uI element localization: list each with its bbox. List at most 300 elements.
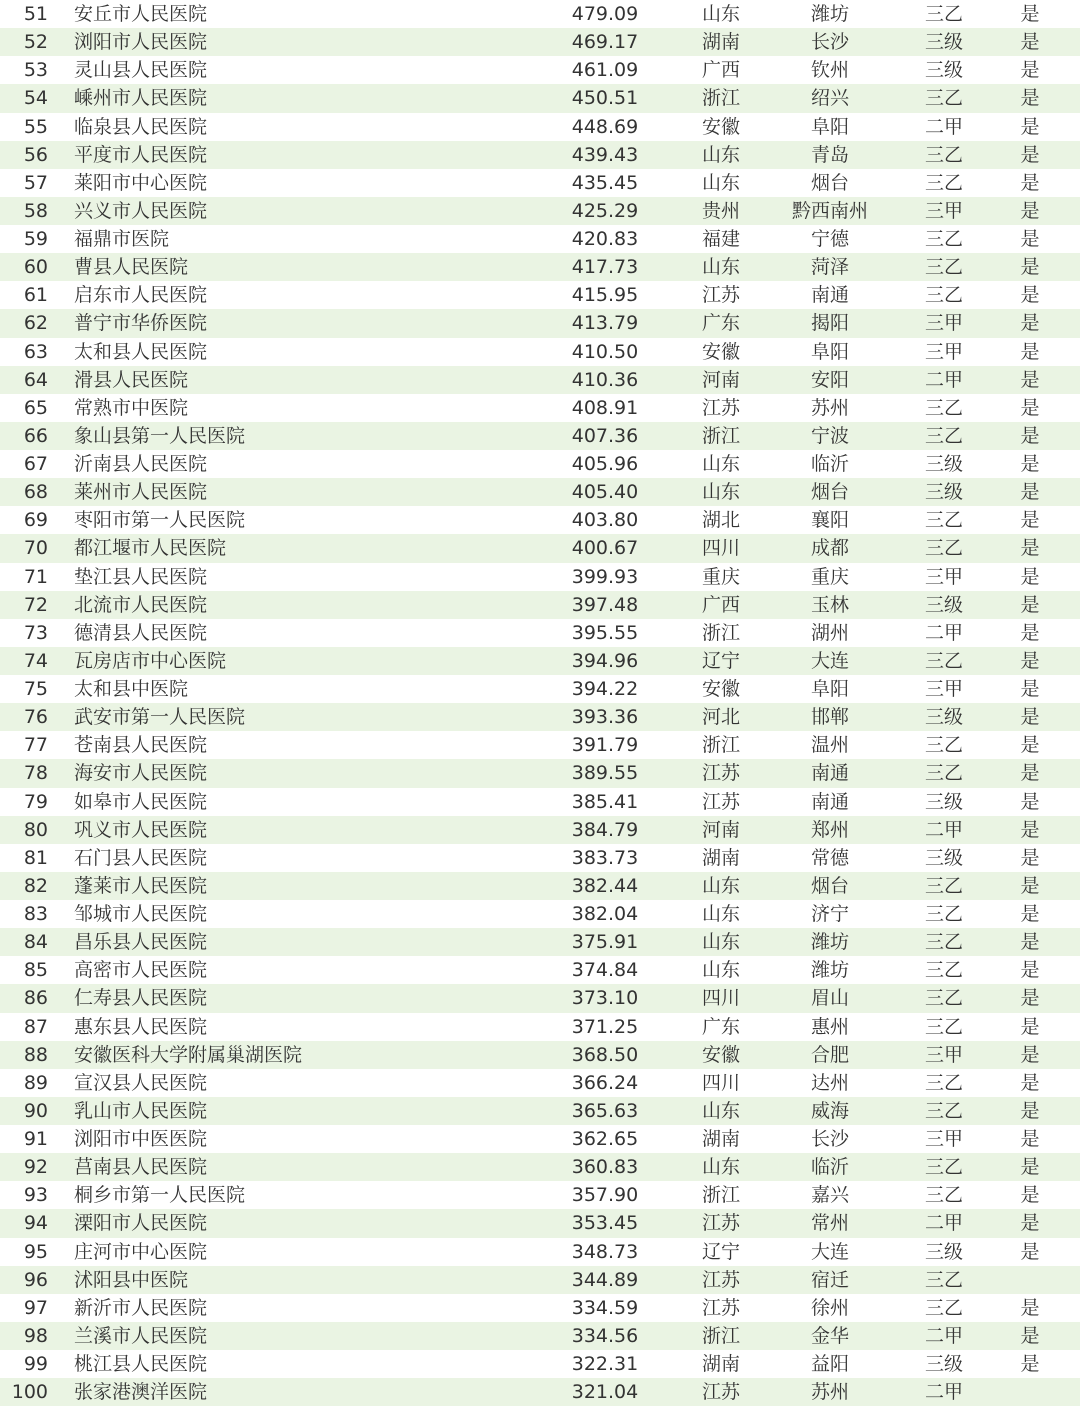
level-cell: 三乙 <box>924 1156 963 1179</box>
level-cell: 三甲 <box>924 1043 963 1066</box>
table-row <box>0 113 1080 141</box>
score-cell: 479.09 <box>571 3 639 25</box>
flag-cell: 是 <box>1020 312 1040 335</box>
flag-cell: 是 <box>1020 1071 1040 1094</box>
hospital-name-cell: 惠东县人民医院 <box>74 1015 208 1038</box>
rank-cell: 51 <box>23 3 48 25</box>
hospital-name-cell: 桐乡市第一人民医院 <box>74 1184 246 1207</box>
rank-cell: 71 <box>23 565 48 588</box>
table-row <box>0 1294 1080 1322</box>
rank-cell: 80 <box>23 818 48 841</box>
table-row <box>0 703 1080 731</box>
table-row <box>0 534 1080 562</box>
city-cell: 宿迁 <box>810 1268 849 1291</box>
score-cell: 334.56 <box>571 1324 639 1347</box>
score-cell: 408.91 <box>571 396 639 419</box>
rank-cell: 76 <box>23 706 48 729</box>
rank-cell: 77 <box>23 734 48 757</box>
level-cell: 二甲 <box>924 621 963 644</box>
level-cell: 三乙 <box>924 1268 963 1291</box>
score-cell: 469.17 <box>571 31 639 54</box>
level-cell: 二甲 <box>924 1212 963 1235</box>
hospital-name-cell: 安徽医科大学附属巢湖医院 <box>74 1043 303 1066</box>
rank-cell: 91 <box>23 1128 48 1150</box>
score-cell: 420.83 <box>571 228 639 250</box>
level-cell: 三乙 <box>924 509 963 532</box>
score-cell: 384.79 <box>571 818 639 841</box>
flag-cell: 是 <box>1020 87 1040 110</box>
flag-cell: 是 <box>1020 1043 1040 1066</box>
hospital-name-cell: 如皋市人民医院 <box>74 790 208 813</box>
flag-cell: 是 <box>1020 284 1040 307</box>
table-row <box>0 1238 1080 1266</box>
hospital-name-cell: 新沂市人民医院 <box>74 1296 208 1319</box>
hospital-name-cell: 临泉县人民医院 <box>74 115 208 138</box>
city-cell: 玉林 <box>810 593 849 616</box>
level-cell: 三乙 <box>924 649 963 672</box>
rank-cell: 61 <box>23 284 48 307</box>
hospital-name-cell: 蓬莱市人民医院 <box>74 874 208 897</box>
score-cell: 344.89 <box>571 1268 639 1291</box>
city-cell: 菏泽 <box>810 256 849 279</box>
score-cell: 405.96 <box>571 453 639 475</box>
rank-cell: 72 <box>23 593 48 616</box>
city-cell: 温州 <box>810 734 849 757</box>
province-cell: 山东 <box>701 874 740 897</box>
city-cell: 成都 <box>810 537 849 560</box>
province-cell: 浙江 <box>701 734 740 757</box>
score-cell: 394.96 <box>571 649 639 672</box>
hospital-name-cell: 德清县人民医院 <box>74 621 208 644</box>
city-cell: 金华 <box>810 1324 849 1347</box>
hospital-name-cell: 曹县人民医院 <box>74 256 189 279</box>
city-cell: 邯郸 <box>810 706 849 729</box>
hospital-name-cell: 巩义市人民医院 <box>74 818 208 841</box>
flag-cell: 是 <box>1020 3 1040 25</box>
province-cell: 江苏 <box>701 284 740 307</box>
rank-cell: 78 <box>23 762 48 785</box>
city-cell: 威海 <box>810 1099 849 1122</box>
province-cell: 江苏 <box>701 1268 740 1291</box>
flag-cell: 是 <box>1020 621 1040 644</box>
score-cell: 393.36 <box>571 706 639 729</box>
level-cell: 三级 <box>924 1240 963 1263</box>
city-cell: 长沙 <box>810 31 849 54</box>
city-cell: 阜阳 <box>810 340 849 363</box>
province-cell: 江苏 <box>701 1381 740 1404</box>
hospital-name-cell: 嵊州市人民医院 <box>74 87 208 110</box>
province-cell: 河南 <box>701 818 740 841</box>
score-cell: 366.24 <box>571 1071 639 1094</box>
province-cell: 山东 <box>701 256 740 279</box>
flag-cell: 是 <box>1020 565 1040 588</box>
level-cell: 三级 <box>924 453 963 475</box>
flag-cell: 是 <box>1020 256 1040 279</box>
rank-cell: 84 <box>23 931 48 954</box>
score-cell: 461.09 <box>571 59 639 82</box>
flag-cell: 是 <box>1020 846 1040 869</box>
table-row <box>0 84 1080 112</box>
province-cell: 广西 <box>701 59 740 82</box>
city-cell: 揭阳 <box>810 312 849 335</box>
rank-cell: 95 <box>23 1240 48 1263</box>
table-row <box>0 1097 1080 1125</box>
level-cell: 三乙 <box>924 284 963 307</box>
rank-cell: 54 <box>23 87 48 110</box>
hospital-name-cell: 浏阳市中医医院 <box>74 1128 208 1150</box>
city-cell: 嘉兴 <box>810 1184 849 1207</box>
flag-cell: 是 <box>1020 396 1040 419</box>
flag-cell: 是 <box>1020 1156 1040 1179</box>
city-cell: 烟台 <box>810 874 849 897</box>
hospital-name-cell: 仁寿县人民医院 <box>74 987 208 1010</box>
level-cell: 三级 <box>924 706 963 729</box>
score-cell: 385.41 <box>571 790 639 813</box>
hospital-name-cell: 莱州市人民医院 <box>74 481 208 504</box>
table-row <box>0 816 1080 844</box>
score-cell: 407.36 <box>571 424 639 447</box>
city-cell: 钦州 <box>810 59 849 82</box>
table-row <box>0 450 1080 478</box>
city-cell: 苏州 <box>810 396 849 419</box>
city-cell: 宁波 <box>810 424 849 447</box>
city-cell: 南通 <box>810 790 849 813</box>
rank-cell: 60 <box>23 256 48 279</box>
province-cell: 湖南 <box>701 1353 740 1375</box>
rank-cell: 98 <box>23 1324 48 1347</box>
hospital-name-cell: 莒南县人民医院 <box>74 1156 208 1179</box>
table-row <box>0 647 1080 675</box>
table-row <box>0 928 1080 956</box>
level-cell: 三乙 <box>924 396 963 419</box>
table-row <box>0 141 1080 169</box>
score-cell: 417.73 <box>571 256 639 279</box>
table-row <box>0 197 1080 225</box>
province-cell: 山东 <box>701 903 740 925</box>
city-cell: 安阳 <box>810 368 849 391</box>
level-cell: 三乙 <box>924 537 963 560</box>
rank-cell: 82 <box>23 874 48 897</box>
rank-cell: 86 <box>23 987 48 1010</box>
hospital-name-cell: 宣汉县人民医院 <box>74 1071 208 1094</box>
hospital-name-cell: 北流市人民医院 <box>74 593 208 616</box>
table-row <box>0 1350 1080 1378</box>
city-cell: 潍坊 <box>810 959 849 982</box>
hospital-name-cell: 沭阳县中医院 <box>74 1268 189 1291</box>
flag-cell: 是 <box>1020 734 1040 757</box>
rank-cell: 57 <box>23 171 48 194</box>
level-cell: 二甲 <box>924 368 963 391</box>
province-cell: 山东 <box>701 959 740 982</box>
table-row <box>0 1378 1080 1406</box>
city-cell: 重庆 <box>810 565 849 588</box>
level-cell: 三乙 <box>924 171 963 194</box>
rank-cell: 97 <box>23 1296 48 1319</box>
rank-cell: 70 <box>23 537 48 560</box>
province-cell: 山东 <box>701 931 740 954</box>
city-cell: 常德 <box>810 846 849 869</box>
city-cell: 济宁 <box>810 903 849 925</box>
province-cell: 辽宁 <box>701 1240 740 1263</box>
level-cell: 三乙 <box>924 931 963 954</box>
flag-cell: 是 <box>1020 424 1040 447</box>
flag-cell <box>1000 1266 1060 1294</box>
province-cell: 山东 <box>701 481 740 504</box>
hospital-name-cell: 石门县人民医院 <box>74 846 208 869</box>
score-cell: 357.90 <box>571 1184 639 1207</box>
city-cell: 大连 <box>810 1240 849 1263</box>
rank-cell: 68 <box>23 481 48 504</box>
province-cell: 江苏 <box>701 790 740 813</box>
rank-cell: 94 <box>23 1212 48 1235</box>
city-cell: 长沙 <box>810 1128 849 1150</box>
table-row <box>0 56 1080 84</box>
province-cell: 广东 <box>701 312 740 335</box>
level-cell: 三乙 <box>924 3 963 25</box>
score-cell: 403.80 <box>571 509 639 532</box>
rank-cell: 56 <box>23 143 48 166</box>
hospital-name-cell: 庄河市中心医院 <box>74 1240 208 1263</box>
score-cell: 450.51 <box>571 87 639 110</box>
flag-cell: 是 <box>1020 1324 1040 1347</box>
score-cell: 439.43 <box>571 143 639 166</box>
hospital-name-cell: 桃江县人民医院 <box>74 1353 208 1375</box>
score-cell: 368.50 <box>571 1043 639 1066</box>
table-row <box>0 253 1080 281</box>
city-cell: 达州 <box>810 1071 849 1094</box>
table-row <box>0 1322 1080 1350</box>
province-cell: 河南 <box>701 368 740 391</box>
province-cell: 江苏 <box>701 1212 740 1235</box>
score-cell: 373.10 <box>571 987 639 1010</box>
city-cell: 宁德 <box>810 228 849 250</box>
flag-cell: 是 <box>1020 762 1040 785</box>
level-cell: 三乙 <box>924 424 963 447</box>
province-cell: 安徽 <box>701 340 740 363</box>
city-cell: 青岛 <box>810 143 849 166</box>
table-row <box>0 0 1080 28</box>
score-cell: 360.83 <box>571 1156 639 1179</box>
level-cell: 三级 <box>924 31 963 54</box>
hospital-name-cell: 太和县中医院 <box>74 678 189 700</box>
level-cell: 三级 <box>924 846 963 869</box>
table-row <box>0 900 1080 928</box>
flag-cell: 是 <box>1020 678 1040 700</box>
city-cell: 潍坊 <box>810 931 849 954</box>
table-row <box>0 478 1080 506</box>
city-cell: 烟台 <box>810 171 849 194</box>
hospital-name-cell: 灵山县人民医院 <box>74 59 208 82</box>
flag-cell: 是 <box>1020 931 1040 954</box>
city-cell: 阜阳 <box>810 678 849 700</box>
city-cell: 郑州 <box>810 818 849 841</box>
hospital-name-cell: 沂南县人民医院 <box>74 453 208 475</box>
flag-cell: 是 <box>1020 340 1040 363</box>
table-row <box>0 788 1080 816</box>
level-cell: 三甲 <box>924 199 963 222</box>
level-cell: 三甲 <box>924 1128 963 1150</box>
score-cell: 382.04 <box>571 903 639 925</box>
rank-cell: 85 <box>23 959 48 982</box>
province-cell: 河北 <box>701 706 740 729</box>
flag-cell: 是 <box>1020 31 1040 54</box>
city-cell: 湖州 <box>810 621 849 644</box>
level-cell: 二甲 <box>924 1324 963 1347</box>
hospital-name-cell: 垫江县人民医院 <box>74 565 208 588</box>
province-cell: 山东 <box>701 171 740 194</box>
score-cell: 382.44 <box>571 874 639 897</box>
city-cell: 益阳 <box>810 1353 849 1375</box>
flag-cell: 是 <box>1020 1296 1040 1319</box>
table-row <box>0 1266 1080 1294</box>
table-row <box>0 225 1080 253</box>
score-cell: 362.65 <box>571 1128 639 1150</box>
rank-cell: 92 <box>23 1156 48 1179</box>
table-row <box>0 1041 1080 1069</box>
hospital-name-cell: 平度市人民医院 <box>74 143 208 166</box>
score-cell: 413.79 <box>571 312 639 335</box>
rank-cell: 65 <box>23 396 48 419</box>
flag-cell: 是 <box>1020 228 1040 250</box>
table-row <box>0 1181 1080 1209</box>
hospital-name-cell: 海安市人民医院 <box>74 762 208 785</box>
table-row <box>0 844 1080 872</box>
flag-cell: 是 <box>1020 959 1040 982</box>
level-cell: 三乙 <box>924 1184 963 1207</box>
flag-cell: 是 <box>1020 1099 1040 1122</box>
score-cell: 410.36 <box>571 368 639 391</box>
city-cell: 南通 <box>810 762 849 785</box>
province-cell: 山东 <box>701 143 740 166</box>
province-cell: 浙江 <box>701 424 740 447</box>
score-cell: 415.95 <box>571 284 639 307</box>
hospital-name-cell: 滑县人民医院 <box>74 368 189 391</box>
table-row <box>0 1069 1080 1097</box>
province-cell: 湖南 <box>701 31 740 54</box>
flag-cell: 是 <box>1020 1184 1040 1207</box>
flag-cell: 是 <box>1020 199 1040 222</box>
score-cell: 397.48 <box>571 593 639 616</box>
score-cell: 383.73 <box>571 846 639 869</box>
city-cell: 潍坊 <box>810 3 849 25</box>
rank-cell: 63 <box>23 340 48 363</box>
province-cell: 四川 <box>701 537 740 560</box>
hospital-name-cell: 乳山市人民医院 <box>74 1099 208 1122</box>
rank-cell: 93 <box>23 1184 48 1207</box>
score-cell: 389.55 <box>571 762 639 785</box>
table-row <box>0 675 1080 703</box>
level-cell: 三乙 <box>924 874 963 897</box>
rank-cell: 96 <box>23 1268 48 1291</box>
flag-cell: 是 <box>1020 706 1040 729</box>
flag-cell: 是 <box>1020 143 1040 166</box>
rank-cell: 67 <box>23 453 48 475</box>
province-cell: 辽宁 <box>701 649 740 672</box>
province-cell: 湖南 <box>701 1128 740 1150</box>
level-cell: 三级 <box>924 59 963 82</box>
flag-cell: 是 <box>1020 790 1040 813</box>
score-cell: 365.63 <box>571 1099 639 1122</box>
score-cell: 394.22 <box>571 678 639 700</box>
flag-cell: 是 <box>1020 1015 1040 1038</box>
hospital-name-cell: 溧阳市人民医院 <box>74 1212 208 1235</box>
city-cell: 徐州 <box>810 1296 849 1319</box>
hospital-name-cell: 浏阳市人民医院 <box>74 31 208 54</box>
score-cell: 435.45 <box>571 171 639 194</box>
level-cell: 三乙 <box>924 228 963 250</box>
province-cell: 重庆 <box>701 565 740 588</box>
score-cell: 334.59 <box>571 1296 639 1319</box>
rank-cell: 75 <box>23 678 48 700</box>
rank-cell: 89 <box>23 1071 48 1094</box>
rank-cell: 99 <box>23 1353 48 1375</box>
hospital-name-cell: 张家港澳洋医院 <box>74 1381 208 1404</box>
hospital-name-cell: 安丘市人民医院 <box>74 3 208 25</box>
table-row <box>0 984 1080 1012</box>
hospital-name-cell: 高密市人民医院 <box>74 959 208 982</box>
table-row <box>0 338 1080 366</box>
level-cell: 三级 <box>924 790 963 813</box>
table-row <box>0 872 1080 900</box>
flag-cell: 是 <box>1020 987 1040 1010</box>
province-cell: 安徽 <box>701 115 740 138</box>
level-cell: 二甲 <box>924 1381 963 1404</box>
flag-cell: 是 <box>1020 59 1040 82</box>
flag-cell: 是 <box>1020 171 1040 194</box>
rank-cell: 83 <box>23 903 48 925</box>
province-cell: 四川 <box>701 987 740 1010</box>
score-cell: 399.93 <box>571 565 639 588</box>
province-cell: 江苏 <box>701 762 740 785</box>
rank-cell: 52 <box>23 31 48 54</box>
city-cell: 常州 <box>810 1212 849 1235</box>
score-cell: 321.04 <box>571 1381 639 1404</box>
hospital-name-cell: 象山县第一人民医院 <box>74 424 246 447</box>
city-cell: 合肥 <box>810 1043 849 1066</box>
flag-cell: 是 <box>1020 453 1040 475</box>
flag-cell: 是 <box>1020 368 1040 391</box>
province-cell: 安徽 <box>701 678 740 700</box>
city-cell: 烟台 <box>810 481 849 504</box>
flag-cell: 是 <box>1020 874 1040 897</box>
rank-cell: 90 <box>23 1099 48 1122</box>
city-cell: 惠州 <box>810 1015 849 1038</box>
flag-cell: 是 <box>1020 537 1040 560</box>
rank-cell: 81 <box>23 846 48 869</box>
table-row <box>0 956 1080 984</box>
score-cell: 371.25 <box>571 1015 639 1038</box>
hospital-name-cell: 启东市人民医院 <box>74 284 208 307</box>
score-cell: 425.29 <box>571 199 639 222</box>
province-cell: 山东 <box>701 1156 740 1179</box>
province-cell: 山东 <box>701 453 740 475</box>
level-cell: 三乙 <box>924 143 963 166</box>
table-row <box>0 1153 1080 1181</box>
hospital-name-cell: 兴义市人民医院 <box>74 199 208 222</box>
city-cell: 阜阳 <box>810 115 849 138</box>
hospital-name-cell: 邹城市人民医院 <box>74 903 208 925</box>
table-row <box>0 759 1080 787</box>
level-cell: 三级 <box>924 593 963 616</box>
level-cell: 三乙 <box>924 959 963 982</box>
flag-cell: 是 <box>1020 509 1040 532</box>
rank-cell: 87 <box>23 1015 48 1038</box>
table-row <box>0 1013 1080 1041</box>
city-cell: 南通 <box>810 284 849 307</box>
hospital-name-cell: 都江堰市人民医院 <box>74 537 227 560</box>
score-cell: 395.55 <box>571 621 639 644</box>
level-cell: 三甲 <box>924 565 963 588</box>
